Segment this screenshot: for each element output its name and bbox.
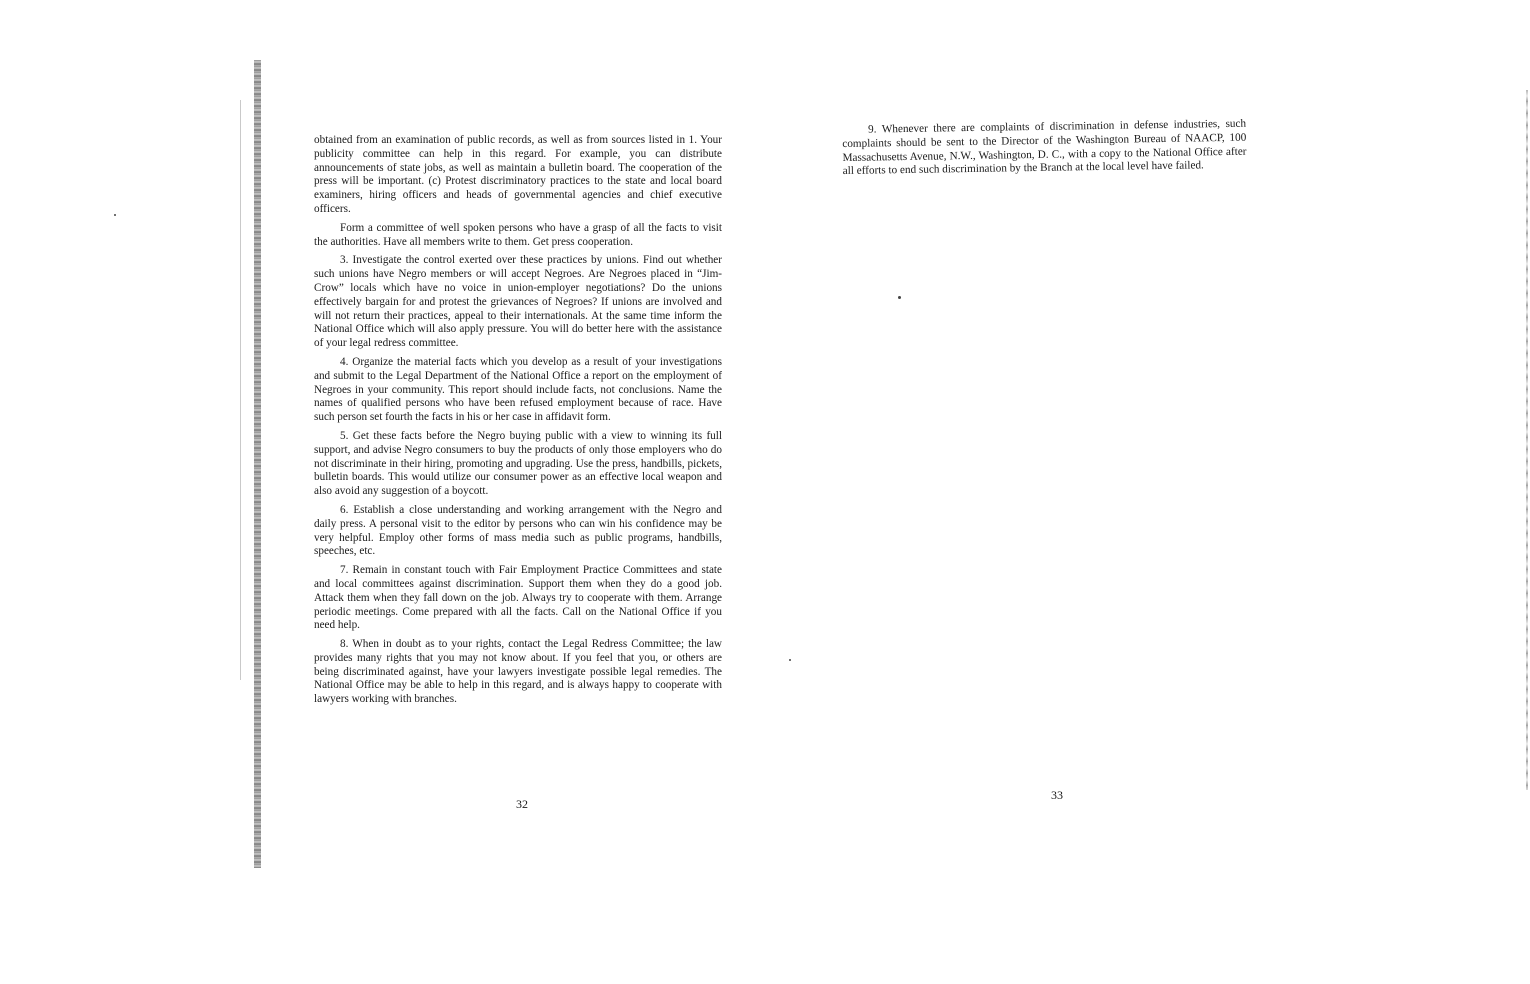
dust-speck xyxy=(114,214,116,216)
paragraph: 4. Organize the material facts which you develop as a result of your investigations and submit to the Legal Department of the National Office a report on the employment of Negroes in your community. This report should include facts, not conclusions. Name the names of qualified persons who have been refused employment because of race. Have such person set fourth the facts in his or her case in affidavit form. xyxy=(314,355,722,424)
page-number-left: 32 xyxy=(516,797,528,811)
book-binding-edge xyxy=(236,60,264,868)
paragraph: 8. When in doubt as to your rights, contact the Legal Redress Committee; the law provides many rights that you may not know about. If you feel that you, or others are being discriminated against, have your lawyers investigate possible legal remedies. The National Office may be able to help in this regard, and is always happy to cooperate with lawyers working with branches. xyxy=(314,638,722,706)
paragraph: 7. Remain in constant touch with Fair Employment Practice Committees and state and local committees against discrimination. Support them when they do a good job. Attack them when they fall down on the job. Always try to cooperate with them. Arrange periodic meetings. Come prepared with all the facts. Call on the National Office if you need help. xyxy=(314,564,722,632)
binding-shadow-line xyxy=(240,100,241,680)
left-page xyxy=(314,134,722,712)
paragraph: 5. Get these facts before the Negro buying public with a view to winning its full support, and advise Negro consumers to buy the products of only those employers who do not discriminate in their hiring, promoting and upgrading. Use the press, handbills, pickets, bulletin boards. This would utilize our consumer power as an effective local weapon and also avoid any suggestion of a boycott. xyxy=(314,429,722,498)
binding-spine xyxy=(254,60,261,868)
paragraph: obtained from an examination of public records, as well as from sources listed in 1. Your publicity committee can help in this regard. For example, you can distribute announcements of state jobs, as well as maintain a bulletin board. The cooperation of the press will be important. (c) Protest discriminatory practices to the state and local board examiners, hiring officers and heads of governmental agencies and chief executive officers. xyxy=(314,134,722,215)
paragraph: 3. Investigate the control exerted over these practices by unions. Find out whether such unions have Negro members or will accept Negroes. Are Negroes placed in “Jim-Crow” locals which have no voice in union-employer negotiations? Do the unions effectively bargain for and protest the grievances of Negroes? If unions are involved and will not return their practices, appeal to their internationals. At the same time inform the National Office which will also apply pressure. You will do better here with the assistance of your legal redress committee. xyxy=(314,254,722,350)
paragraph: 9. Whenever there are complaints of discrimination in defense industries, such complaints should be sent to the Director of the Washington Bureau of NAACP, 100 Massachusetts Avenue, N.W., Washington, D. C., with a copy to the National Office after all efforts to end such discrimination by the Branch at the local level have failed. xyxy=(842,117,1247,178)
page-number-right: 33 xyxy=(1051,788,1063,802)
right-page-edge xyxy=(1526,90,1528,790)
paragraph: Form a committee of well spoken persons who have a grasp of all the facts to visit the authorities. Have all members write to them. Get press cooperation. xyxy=(314,221,722,248)
paragraph: 6. Establish a close understanding and working arrangement with the Negro and daily press. A personal visit to the editor by persons who can win his confidence may be very helpful. Employ other forms of mass media such as public programs, handbills, speeches, etc. xyxy=(314,503,722,558)
dust-speck xyxy=(898,296,901,299)
right-page xyxy=(842,118,1247,185)
dust-speck xyxy=(789,659,791,661)
